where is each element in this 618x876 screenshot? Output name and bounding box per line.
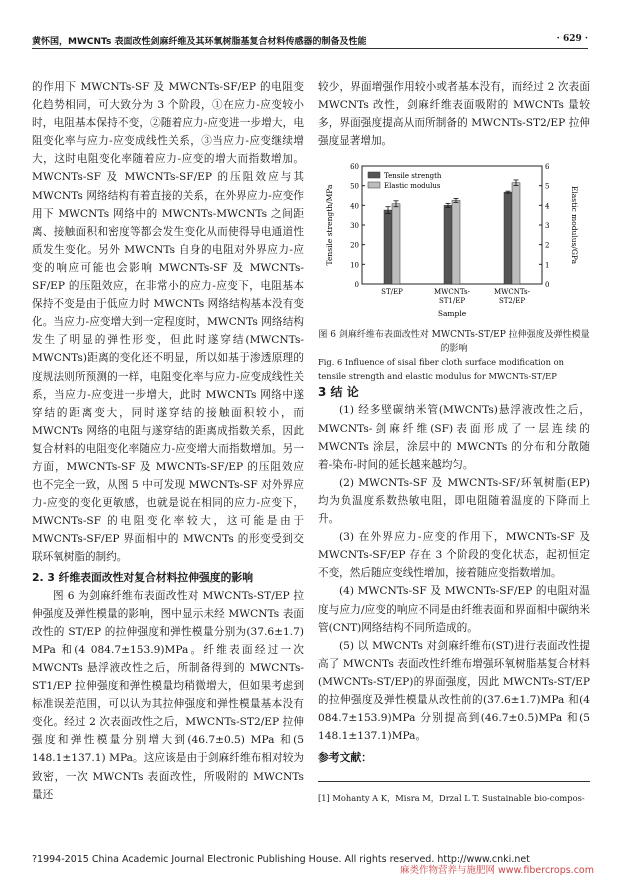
y2-tick-label: 0 xyxy=(545,281,550,290)
y2-tick-label: 6 xyxy=(545,163,550,172)
conclusion-1: (1) 经多壁碳纳米管(MWCNTs)悬浮液改性之后，MWCNTs-剑麻纤维(SF)表面形成了一层连续的 MWCNTs 涂层，涂层中的 MWCNTs 的分布和分散随着-染布-时间的延长越来越均匀。 xyxy=(318,404,590,471)
y-tick-label: 20 xyxy=(350,242,359,251)
legend-swatch xyxy=(368,172,380,178)
header-authors-title: 黄怀国，MWCNTs 表面改性剑麻纤维及其环氧树脂基复合材料传感器的制备及性能 xyxy=(32,37,367,47)
section-2-3-heading: 2. 3 纤维表面改性对复合材料拉伸强度的影响 xyxy=(32,570,253,584)
conclusion-3: (3) 在外界应力-应变的作用下，MWCNTs-SF 及 MWCNTs-SF/EP 存在 3 个阶段的变化状态，起初恒定不变，然后随应变线性增加，接着随应变指数增加。 xyxy=(318,531,590,580)
tensile-strength-bar xyxy=(384,210,392,284)
x-tick-label-cont: ST1/EP xyxy=(438,297,466,306)
y-tick-label: 30 xyxy=(350,222,359,231)
legend-label: Elastic modulus xyxy=(384,182,441,191)
x-tick-label-cont: ST2/EP xyxy=(498,297,526,306)
figure-caption-cn: 图 6 剑麻纤维布表面改性对 MWCNTs-ST/EP 拉伸强度及弹性模量的影响 xyxy=(318,330,590,355)
running-header xyxy=(32,30,588,48)
y2-tick-label: 3 xyxy=(545,222,550,231)
y-tick-label: 60 xyxy=(350,163,359,172)
y-axis-label: Tensile strength/MPa xyxy=(325,184,334,266)
y-tick-label: 50 xyxy=(350,183,359,192)
header-divider xyxy=(32,48,588,49)
y2-tick-label: 5 xyxy=(545,183,550,192)
y2-tick-label: 2 xyxy=(545,242,550,251)
section-3-heading: 3 结 论 xyxy=(318,385,359,400)
y-tick-label: 10 xyxy=(350,261,359,270)
left-column xyxy=(32,78,304,804)
y2-tick-label: 4 xyxy=(545,202,550,211)
references-heading: 参考文献： xyxy=(318,751,372,765)
page-number: · 629 · xyxy=(556,34,588,44)
tensile-strength-bar xyxy=(444,206,452,285)
x-axis-label: Sample xyxy=(437,309,467,319)
conclusion-5: (5) 以 MWCNTs 对剑麻纤维布(ST)进行表面改性提高了 MWCNTs 表面改性纤维布增强环氧树脂基复合材料(MWCNTs-ST/EP)的界面强度，因此 MWCNTs-ST/EP 的拉伸强度及弹性模量从改性前的(37.6±1.7)MPa 和(4 084.7±153.9)MPa 分别提高到(46.7±0.5)MPa 和(5 148.1±137.1)MPa。 xyxy=(318,639,590,743)
site-watermark: 麻类作物营养与施肥网 www.fibercrops.com xyxy=(399,865,594,876)
y2-tick-label: 1 xyxy=(545,261,550,270)
x-tick-label: MWCNTs- xyxy=(494,288,530,297)
figure-caption-en: Fig. 6 Influence of sisal fiber cloth surface modification on tensile strength and elastic modulus for MWCNTs-ST/EP xyxy=(318,357,564,381)
elastic-modulus-bar xyxy=(452,201,460,285)
reference-item: [1] Mohanty A K，Misra M，Drzal L T. Sustainable bio-compos- xyxy=(318,793,585,804)
elastic-modulus-bar xyxy=(392,204,400,284)
y-tick-label: 0 xyxy=(354,281,359,290)
references-list xyxy=(318,781,590,804)
x-tick-label: ST/EP xyxy=(381,288,403,297)
legend-label: Tensile strength xyxy=(384,172,442,181)
y-tick-label: 40 xyxy=(350,202,359,211)
tensile-paragraph: 图 6 为剑麻纤维布表面改性对 MWCNTs-ST/EP 拉伸强度及弹性模量的影响，图中显示未经 MWCNTs 表面改性的 ST/EP 的拉伸强度和弹性模量分别为(37.6±1.7) MPa 和(4 084.7±153.9)MPa。纤维表面经过一次 MWCNTs 悬浮液改性之后，所制备得到的 MWCNTs-ST1/EP 拉伸强度和弹性模量均稍微增大，但如果考虑到标准误差范围，可以认为其拉伸强度和弹性模量基本没有变化。经过 2 次表面改性之后，MWCNTs-ST2/EP 拉伸强度和弹性模量分别增大到(46.7±0.5) MPa 和(5 148.1±137.1) MPa。这应该是由于剑麻纤维布相对较为致密，一次 MWCNTs 表面改性，所吸附的 MWCNTs 量还 xyxy=(32,589,304,801)
discussion-paragraph: 的作用下 MWCNTs-SF 及 MWCNTs-SF/EP 的电阻变化趋势相同，可大致分为 3 个阶段，①在应力-应变较小时，电阻基本保持不变，②随着应力-应变进一步增大，电阻变化率与应力-应变成线性关系，③当应力-应变继续增大，这时电阻变化率随着应力-应变的增大而指数增加。MWCNTs-SF 及 MWCNTs-SF/EP 的压阻效应与其 MWCNTs 网络结构有着直接的关系，在外界应力-应变作用下 MWCNTs 网络中的 MWCNTs-MWCNTs 之间距离、接触面积和密度等都会发生变化从而使得导电通道性质发生变化。另外 MWCNTs 自身的电阻对外界应力-应变的响应可能也会影响 MWCNTs-SF 及 MWCNTs-SF/EP 的压阻效应，在非常小的应力-应变下，电阻基本保持不变是由于低应力时 MWCNTs 网络结构基本没有变化。当应力-应变增大到一定程度时，MWCNTs 网络结构发生了明显的弹性形变，但此时遂穿结(MWCNTs-MWCNTs)距离的变化还不明显，所以如基于渗透原理的度规法则所预测的一样，电阻变化率与应力-应变成线性关系，当应力-应变进一步增大，此时 MWCNTs 网络中遂穿结的距离变大，同时遂穿结的接触面积较小，而 MWCNTs 网络的电阻与遂穿结的距离成指数关系，因此复合材料的电阻变化率随应力-应变增大而指数增加。另一方面，MWCNTs-SF 及 MWCNTs-SF/EP 的压阻效应也不完全一致，从图 5 中可发现 MWCNTs-SF 对外界应力-应变的变化更敏感，也就是说在相同的应力-应变下，MWCNTs-SF 的电阻变化率较大，这可能是由于 MWCNTs-SF/EP 界面相中的 MWCNTs 的形变受到交联环氧树脂的制约。 xyxy=(32,81,304,564)
right-column xyxy=(318,78,590,804)
copyright-text: ?1994-2015 China Academic Journal Electronic Publishing House. All rights reserved. http://www.cnki.net xyxy=(32,854,530,865)
continued-paragraph: 较少，界面增强作用较小或者基本没有，而经过 2 次表面 MWCNTs 改性，剑麻纤维表面吸附的 MWCNTs 量较多，界面强度提高从而所制备的 MWCNTs-ST2/EP 拉伸强度显著增加。 xyxy=(318,81,590,148)
tensile-strength-bar xyxy=(504,193,512,285)
x-tick-label: MWCNTs- xyxy=(434,288,470,297)
conclusion-2: (2) MWCNTs-SF 及 MWCNTs-SF/环氧树脂(EP)均为负温度系数热敏电阻，即电阻随着温度的下降而上升。 xyxy=(318,476,590,526)
figure-6-chart xyxy=(318,156,590,328)
bar-chart xyxy=(318,156,590,328)
legend-swatch xyxy=(368,182,380,188)
conclusion-4: (4) MWCNTs-SF 及 MWCNTs-SF/EP 的电阻对温度与应力/应变的响应不同是由纤维表面和界面相中碳纳米管(CNT)网络结构不同所造成的。 xyxy=(318,585,590,634)
elastic-modulus-bar xyxy=(512,183,520,284)
y2-axis-label: Elastic modulus/GPa xyxy=(570,186,579,265)
